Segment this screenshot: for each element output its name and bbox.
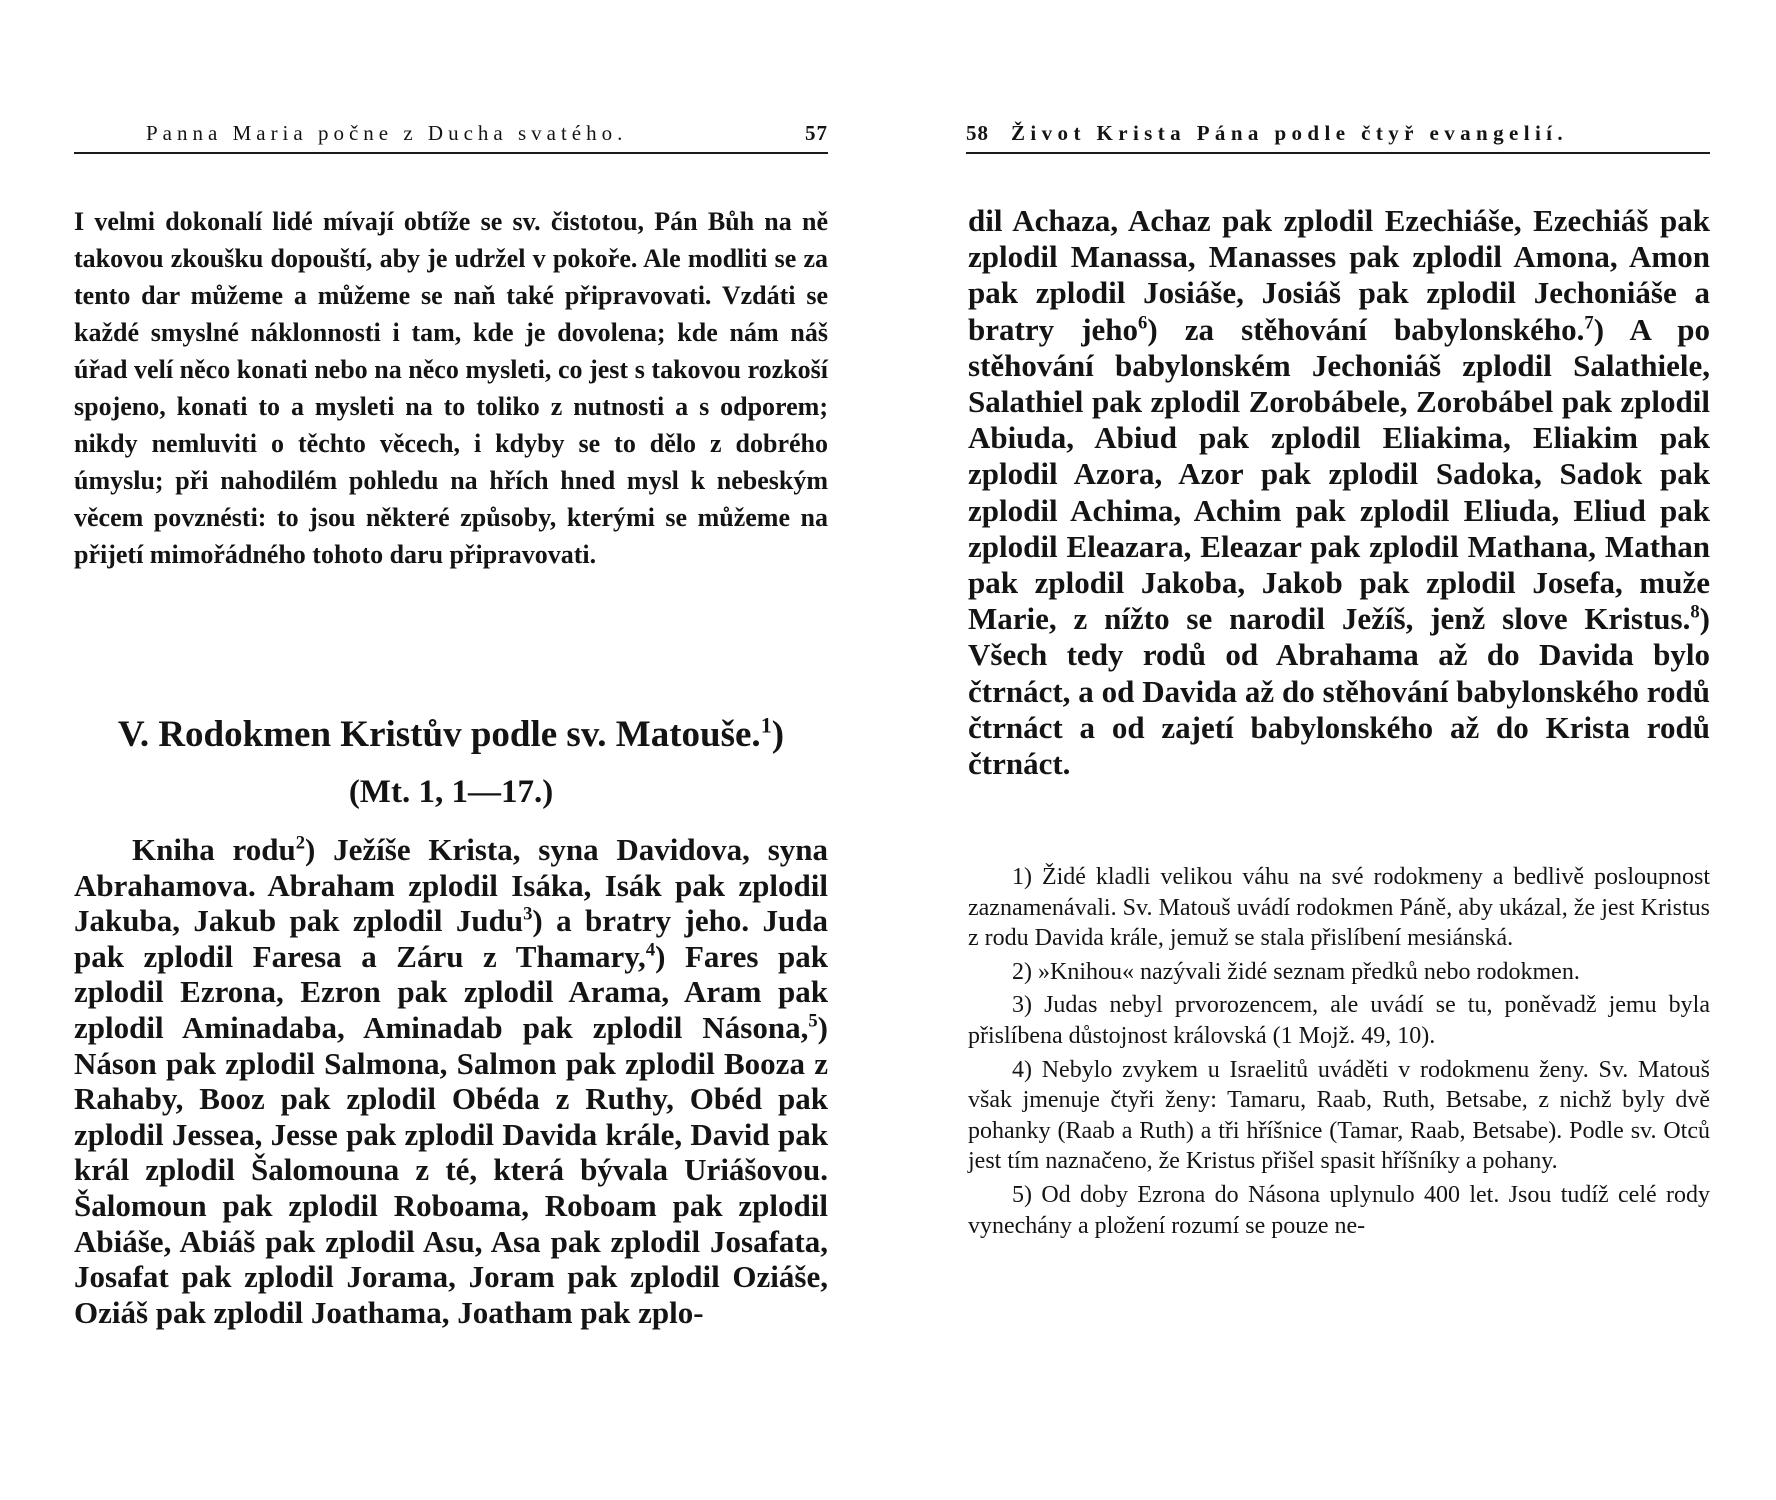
footnote-ref: 4	[645, 939, 656, 961]
running-head-title: Panna Maria počne z Ducha svatého.	[146, 121, 628, 145]
footnote-ref: 3	[523, 903, 533, 925]
text-run: ) za stěhování babylonského.	[1147, 311, 1585, 347]
genealogy-text	[74, 832, 828, 1330]
footnote-ref: 6	[1138, 312, 1148, 334]
footnote: 1) Židé kladli velikou váhu na své rodokmeny a bedlivě posloupnost zaznamenávali. Sv. Matouš uvádí rodokmen Páně, aby ukázal, že jest Kristus z rodu Davida krále, jemuž se stala přislíbení mesiánská.	[968, 864, 1710, 952]
footnote: 4) Nebylo zvykem u Israelitů uváděti v rodokmenu ženy. Sv. Matouš však jmenuje čtyři ženy: Tamaru, Raab, Ruth, Betsabe, z nichž byly dvě pohanky (Raab a Ruth) a tři hříšnice (Tamar, Raab, Betsabe). Podle sv. Otců jest tím naznačeno, že Kristus přišel spasit hříšníky a pohany.	[968, 1056, 1710, 1175]
scripture-reference: (Mt. 1, 1—17.)	[348, 774, 554, 810]
text-run: ) Fares pak zplodil Ezrona, Ezron pak zplodil Arama, Aram pak zplodil Aminadaba, Aminadab pak zplodil Násona,	[74, 938, 828, 1045]
text-run: ) a bratry jeho. Juda pak zplodil Faresa a Záru z Thamary,	[74, 903, 828, 974]
chapter-title-text: V. Rodokmen Kristův podle sv. Matouše.	[117, 714, 761, 755]
text-run: Kniha rodu	[132, 832, 296, 867]
footnote: 2) »Knihou« nazývali židé seznam předků nebo rodokmen.	[1012, 958, 1580, 985]
page-number: 57	[805, 121, 828, 145]
right-page	[888, 0, 1776, 1500]
running-head-right	[966, 118, 1710, 154]
genealogy-continuation	[968, 203, 1710, 782]
footnote-ref: 5	[808, 1010, 818, 1032]
chapter-title: V. Rodokmen Kristův podle sv. Matouše.$^1$)	[117, 712, 785, 755]
text-run: ) A po stěhování babylonském Jechoniáš zplodil Salathiele, Salathiel pak zplodil Zorobábele, Zorobábel pak zplodil Abiuda, Abiud pak zplodil Eliakima, Eliakim pak zplodil Azora, Azor pak zplodil Sadoka, Sadok pak zplodil Achima, Achim pak zplodil Eliuda, Eliud pak zplodil Eleazara, Eleazar pak zplodil Mathana, Mathan pak zplodil Jakoba, Jakob pak zplodil Josefa, muže Marie, z nížto se narodil Ježíš, jenž slove Kristus.	[968, 311, 1710, 637]
footnote-ref: 8	[1690, 601, 1700, 623]
genealogy-paragraph	[968, 203, 1710, 782]
footnotes	[968, 862, 1710, 1244]
text-run: ) Všech tedy rodů od Abrahama až do Davida bylo čtrnáct, a od Davida až do stěhování babylonského rodů čtrnáct a od zajetí babylonského až do Krista rodů čtrnáct.	[968, 601, 1710, 782]
running-head-left	[74, 118, 828, 154]
footnote-ref: 7	[1584, 312, 1594, 334]
text-run: ) Ježíše Krista, syna Davidova, syna Abrahamova. Abraham zplodil Isáka, Isák pak zplodil Jakuba, Jakub pak zplodil Judu	[74, 832, 829, 939]
running-head-title: Život Krista Pána podle čtyř evangelií.	[1011, 121, 1569, 145]
footnote-ref: 2	[295, 832, 305, 854]
footnote-ref: 1	[760, 712, 772, 738]
body-paragraph	[74, 203, 828, 573]
genealogy-paragraph	[74, 832, 828, 1330]
paragraph-text: I velmi dokonalí lidé mívají obtíže se sv. čistotou, Pán Bůh na ně takovou zkoušku dopouští, aby je udržel v pokoře. Ale modliti se za tento dar můžeme a můžeme se naň také připravovati. Vzdáti se každé smyslné náklonnosti i tam, kde je dovolena; kde nám náš úřad velí něco konati nebo na něco mysleti, co jest s takovou rozkoší spojeno, konati to a mysleti na to toliko z nutnosti a s odporem; nikdy nemluviti o těchto věcech, i kdyby se to dělo z dobrého úmyslu; při nahodilém pohledu na hřích hned mysl k nebeským věcem povznésti: to jsou některé způsoby, kterými se můžeme na přijetí mimořádného tohoto daru připravovati.	[74, 207, 828, 569]
footnote: 3) Judas nebyl prvorozencem, ale uvádí se tu, poněvadž jemu byla přislíbena důstojnost královská (1 Mojž. 49, 10).	[968, 992, 1710, 1049]
page-number: 58	[966, 121, 989, 145]
footnote: 5) Od doby Ezrona do Násona uplynulo 400 let. Jsou tudíž celé rody vynechány a pložení rozumí se pouze ne-	[968, 1181, 1710, 1239]
text-run: ) Náson pak zplodil Salmona, Salmon pak zplodil Booza z Rahaby, Booz pak zplodil Obéda z Ruthy, Obéd pak zplodil Jessea, Jesse pak zplodil Davida krále, David pak král zplodil Šalomouna z té, která bývala Uriášovou. Šalomoun pak zplodil Roboama, Roboam pak zplodil Abiáše, Abiáš pak zplodil Asu, Asa pak zplodil Josafata, Josafat pak zplodil Jorama, Joram pak zplodil Oziáše, Oziáš pak zplodil Joathama, Joatham pak zplo-	[74, 1009, 828, 1330]
text-run: dil Achaza, Achaz pak zplodil Ezechiáše, Ezechiáš pak zplodil Manassa, Manasses pak zplodil Amona, Amon pak zplodil Josiáše, Josiáš pak zplodil Jechoniáše a bratry jeho	[968, 203, 1710, 347]
